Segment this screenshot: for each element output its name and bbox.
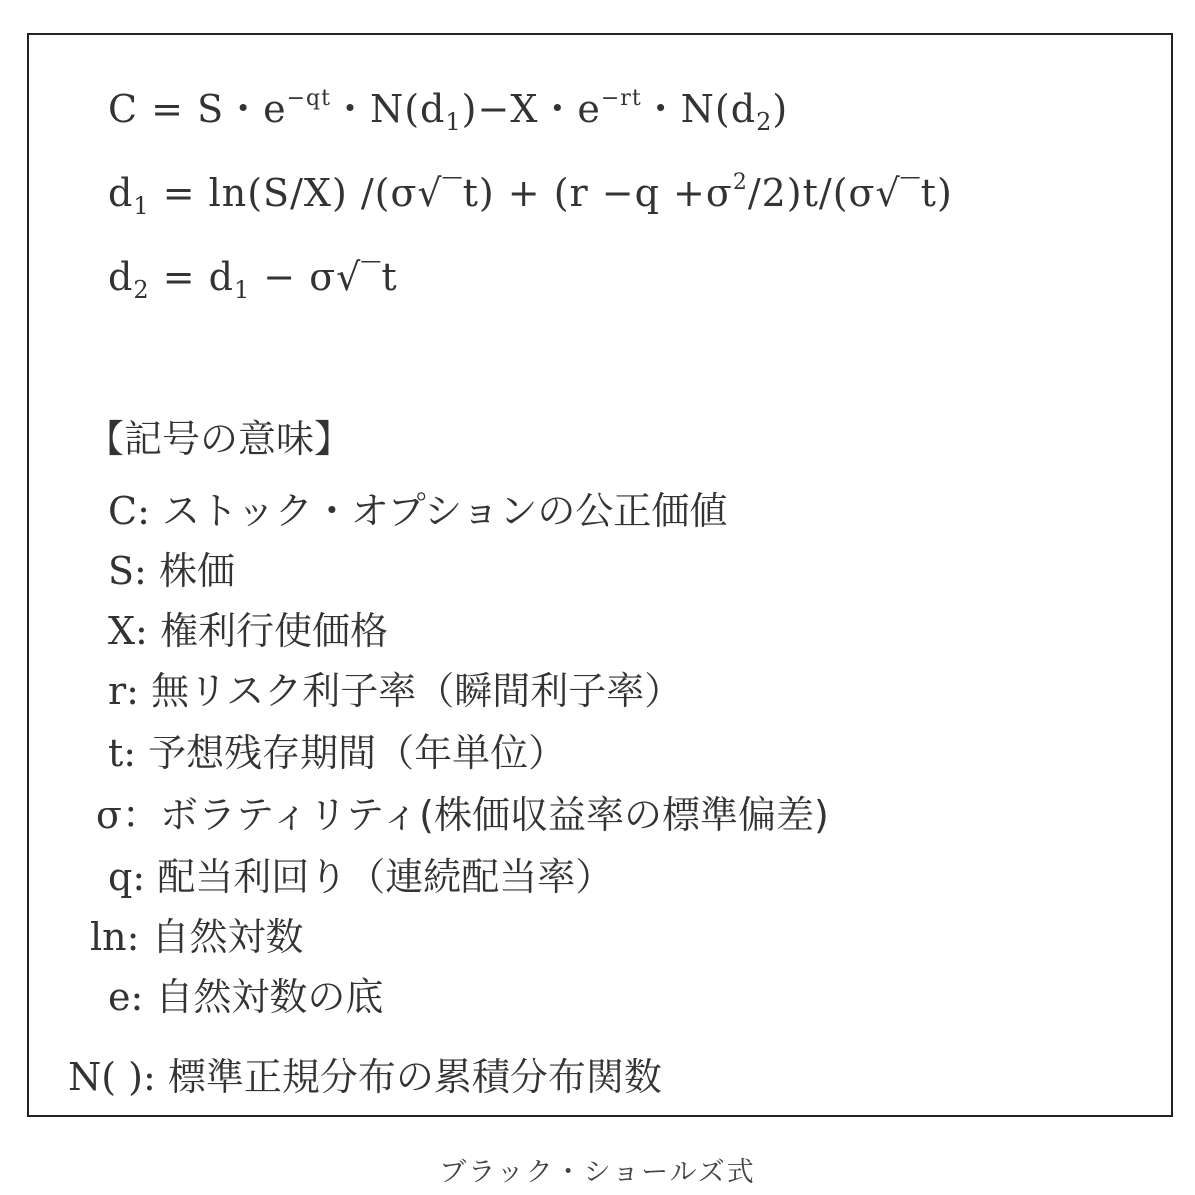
legend-heading: 【記号の意味】 (86, 417, 353, 461)
figure-caption: ブラック・ショールズ式 (439, 1157, 756, 1188)
formula-call-price: C = S・$e^{-qt}$・$N(d_1)-X$・$e^{-rt}$・$N(d_2)$ (108, 86, 789, 136)
formula-d2: $d_2 = d_1$ − σ√‾t (108, 255, 398, 304)
legend-item-n: N( ): 標準正規分布の累積分布関数 (68, 1055, 662, 1099)
legend-item-r: r: 無リスク利子率（瞬間利子率） (108, 669, 683, 713)
legend-item-x: X: 権利行使価格 (108, 609, 388, 653)
formula-d1: $d_1 = \ln(S/X)$ /(σ√‾t) + $(r -q +\sigma^2/2)t/(\sigma√‾t)$ (108, 170, 953, 220)
legend-item-t: t: 予想残存期間（年単位） (108, 731, 567, 775)
legend-item-q: q: 配当利回り（連続配当率） (108, 855, 614, 899)
legend-item-ln: ln: 自然対数 (90, 915, 304, 959)
legend-item-sigma: σ：ボラティリティ(株価収益率の標準偏差) (96, 793, 829, 837)
legend-item-s: S: 株価 (108, 549, 235, 593)
legend-item-e: e: 自然対数の底 (108, 975, 384, 1019)
legend-item-c: C: ストック・オプションの公正価値 (108, 489, 728, 533)
